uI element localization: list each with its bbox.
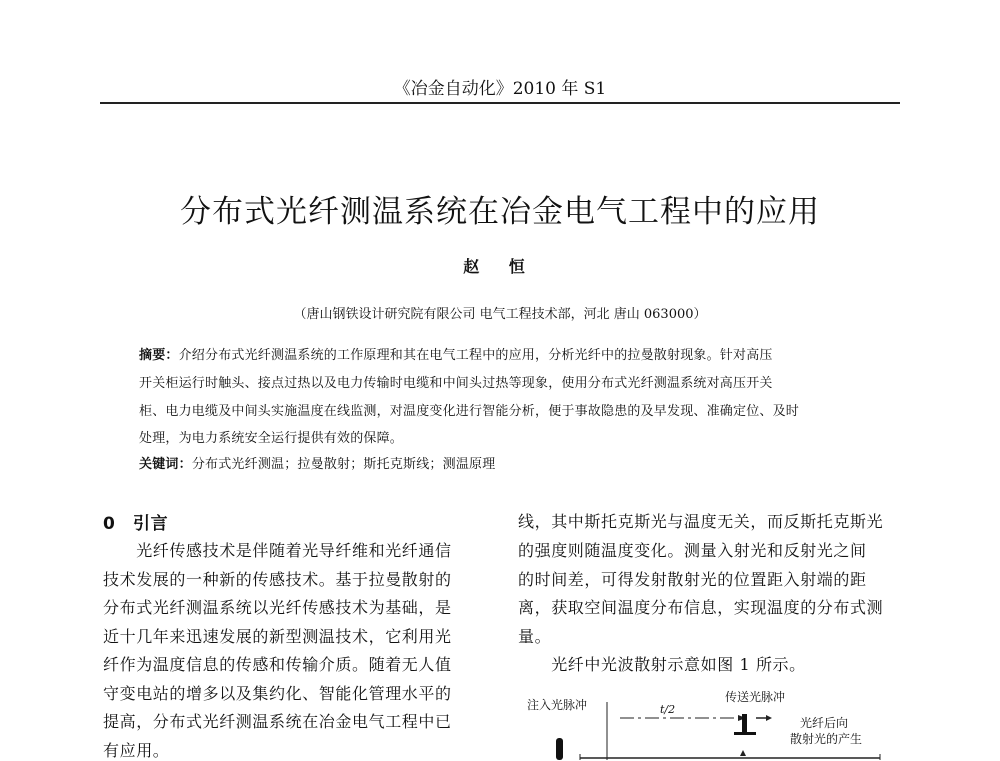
body-line: 线，其中斯托克斯光与温度无关，而反斯托克斯光 [518,512,884,531]
abstract-line: 开关柜运行时触头、接点过热以及电力传输时电缆和中间头过热等现象，使用分布式光纤测温系统对高压开关 [139,376,773,391]
abstract-line: 柜、电力电缆及中间头实施温度在线监测，对温度变化进行智能分析，便于事故隐患的及早发现、准确定位、及时 [139,404,800,419]
scattering-diagram-graphic [520,688,900,760]
body-line: 的时间差，可得发射散射光的位置距入射端的距 [518,570,867,589]
figure-reference: 光纤中光波散射示意如图 1 所示。 [518,655,806,674]
section-heading: 0 引言 [103,514,169,534]
body-line: 提高，分布式光纤测温系统在冶金电气工程中已 [103,712,452,731]
body-line: 光纤传感技术是伴随着光导纤维和光纤通信 [103,541,452,560]
figure-1-scattering-diagram [520,688,900,760]
abstract-line: 处理，为电力系统安全运行提供有效的保障。 [139,431,404,446]
transmit-pulse-label: 传送光脉冲 [725,690,786,704]
body-line: 的强度则随温度变化。测量入射光和反射光之间 [518,541,867,560]
scatter-label: 散射光的产生 [790,732,863,746]
body-line: 技术发展的一种新的传感技术。基于拉曼散射的 [103,570,452,589]
abstract-text: 介绍分布式光纤测温系统的工作原理和其在电气工程中的应用，分析光纤中的拉曼散射现象。针对高压 [178,348,773,363]
journal-header: 《冶金自动化》2010 年 S1 [393,79,607,99]
header-rule [100,102,900,104]
abstract-label: 摘要： [139,348,179,363]
body-line: 离，获取空间温度分布信息，实现温度的分布式测 [518,598,884,617]
keywords-line [139,453,495,472]
inject-pulse-label: 注入光脉冲 [527,698,588,712]
paper-title: 分布式光纤测温系统在冶金电气工程中的应用 [180,194,820,230]
abstract-line [139,344,773,363]
body-line: 守变电站的增多以及集约化、智能化管理水平的 [103,684,452,703]
author: 赵 恒 [463,257,537,276]
affiliation: （唐山钢铁设计研究院有限公司 电气工程技术部，河北 唐山 063000） [293,307,707,322]
keywords-label: 关键词： [139,457,192,472]
scatter-label: 光纤后向 [800,716,849,730]
body-line: 纤作为温度信息的传感和传输介质。随着无人值 [103,655,452,674]
keywords-text: 分布式光纤测温；拉曼散射；斯托克斯线；测温原理 [191,457,496,472]
body-line: 量。 [518,627,552,646]
body-line: 分布式光纤测温系统以光纤传感技术为基础，是 [103,598,452,617]
time-label: t/2 [660,703,676,716]
body-line: 有应用。 [103,741,170,760]
body-line: 近十几年来迅速发展的新型测温技术，它利用光 [103,627,452,646]
